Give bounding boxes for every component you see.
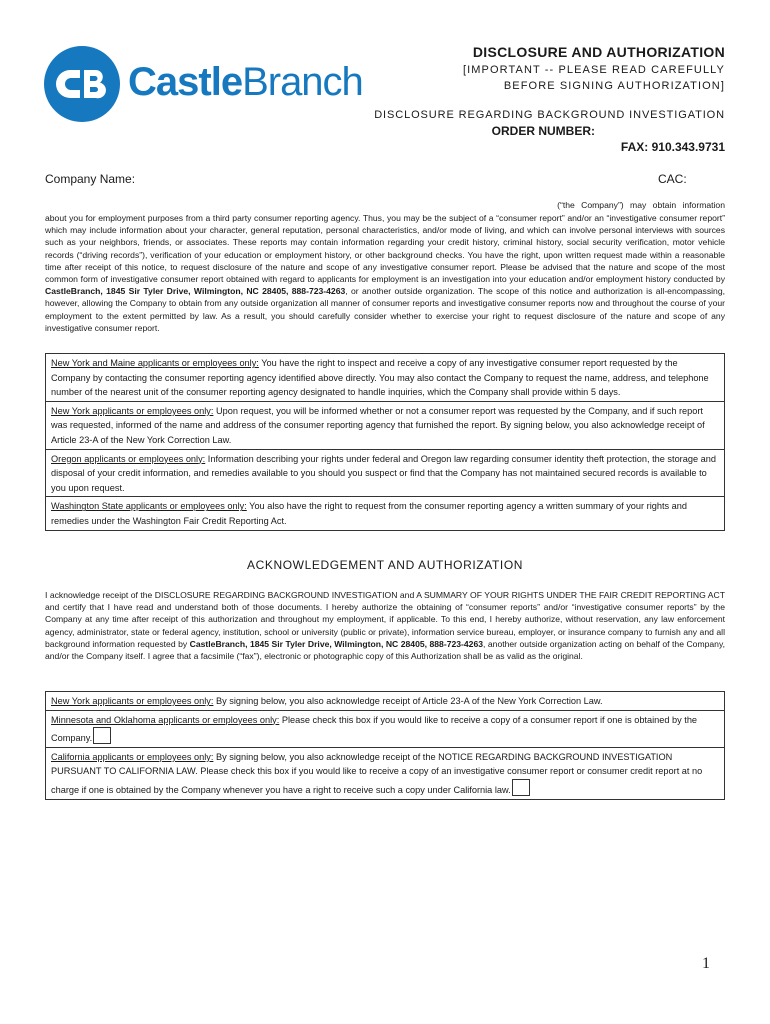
- disclosure-heading: DISCLOSURE REGARDING BACKGROUND INVESTIGATION: [374, 109, 725, 121]
- mn-ok-copy-checkbox[interactable]: [93, 727, 111, 744]
- page-number: 1: [702, 955, 710, 972]
- notice-washington: Washington State applicants or employees only: You also have the right to request from the consumer reporting agency a written summary of your rights and remedies under the Washington Fair Credit Reporting Act.: [51, 501, 687, 526]
- castlebranch-logo: [44, 44, 374, 124]
- important-line-2: BEFORE SIGNING AUTHORIZATION]: [503, 80, 725, 92]
- important-line-1: [IMPORTANT -- PLEASE READ CAREFULLY: [462, 64, 725, 76]
- state-notices-box: [45, 353, 725, 531]
- document-title: DISCLOSURE AND AUTHORIZATION: [472, 44, 725, 60]
- disclosure-intro-line: (“the Company”) may obtain information: [557, 200, 725, 210]
- notice-ny-maine: New York and Maine applicants or employees only: You have the right to inspect and receive a copy of any investigative consumer report requested by the Company by contacting the consumer reporting agency identified above directly. You may also contact the Company to request the name, address, and telephone number of the nearest unit of the consumer reporting agency designated to handle inquiries, which the Company shall provide within 5 days.: [46, 354, 724, 402]
- ack-agency-contact: CastleBranch, 1845 Sir Tyler Drive, Wilmington, NC 28405, 888-723-4263: [189, 638, 484, 649]
- ack-title: ACKNOWLEDGEMENT AND AUTHORIZATION: [246, 558, 524, 572]
- ack-notice-california: California applicants or employees only: By signing below, you also acknowledge receipt of the NOTICE REGARDING BACKGROUND INVESTIGATION PURSUANT TO CALIFORNIA LAW. Please check this box if you would like to receive a copy of an investigative consumer report or consumer credit report at no charge if one is obtained by the Company whenever you have a right to receive such a copy under California law.: [51, 751, 703, 795]
- fax-number: FAX: 910.343.9731: [620, 140, 725, 154]
- order-number-label: ORDER NUMBER:: [491, 124, 595, 138]
- california-copy-checkbox[interactable]: [512, 779, 530, 796]
- ack-paragraph: I acknowledge receipt of the DISCLOSURE REGARDING BACKGROUND INVESTIGATION and A SUMMARY OF YOUR RIGHTS UNDER THE FAIR CREDIT REPORTING ACT and certify that I have read and understand both of those documents. I hereby authorize the obtaining of “consumer reports” and/or “investigative consumer reports” by the Company at any time after receipt of this authorization and throughout my employment, if applicable. To this end, I hereby authorize, without reservation, any law enforcement agency, administrator, state or federal agency, institution, school or university (public or private), information service bureau, employer, or insurance company to furnish any and all background information requested by CastleBranch, 1845 Sir Tyler Drive, Wilmington, NC 28405, 888-723-4263, another outside organization acting on behalf of the Company, and/or the Company itself. I agree that a facsimile (“fax”), electronic or photographic copy of this Authorization shall be as valid as the original.: [45, 590, 725, 662]
- castlebranch-monogram-icon: [44, 46, 120, 122]
- ack-notice-ny: New York applicants or employees only: By signing below, you also acknowledge receipt of Article 23-A of the New York Correction Law.: [46, 692, 724, 711]
- company-name-label: Company Name:: [45, 172, 136, 186]
- ack-notices-box: [45, 691, 725, 800]
- important-notice: [425, 62, 725, 94]
- notice-ny: New York applicants or employees only: Upon request, you will be informed whether or not a consumer report was requested by the Company, and if such report was requested, informed of the name and address of the consumer reporting agency that furnished the report. By signing below, you also acknowledge receipt of Article 23-A of the New York Correction Law.: [46, 402, 724, 450]
- notice-oregon: Oregon applicants or employees only: Information describing your rights under federal and Oregon law regarding consumer identity theft protection, the storage and disposal of your credit information, and remedies available to you should you suspect or find that the Company has not maintained secured records is available to you upon request.: [46, 450, 724, 498]
- ack-notice-mn-ok: Minnesota and Oklahoma applicants or employees only: Please check this box if you would like to receive a copy of a consumer report if one is obtained by the Company.: [46, 711, 724, 748]
- agency-contact: CastleBranch, 1845 Sir Tyler Drive, Wilmington, NC 28405, 888-723-4263: [45, 286, 346, 297]
- logo-wordmark: CastleBranch: [128, 60, 363, 104]
- disclosure-paragraph: about you for employment purposes from a third party consumer reporting agency. Thus, you may be the subject of a “consumer report” and/or an “investigative consumer report” which may include information about your character, general reputation, personal characteristics, and/or mode of living, and which can involve personal interviews with sources such as your neighbors, friends, or associates. These reports may contain information regarding your credit history, criminal history, social security verification, motor vehicle records (“driving records”), verification of your education or employment history, or other background checks. You have the right, upon written request made within a reasonable time after receipt of this notice, to request disclosure of the nature and scope of any investigative consumer report. Please be advised that the nature and scope of the most common form of investigative consumer report obtained with regard to applicants for employment is an investigation into your education and/or employment history conducted by CastleBranch, 1845 Sir Tyler Drive, Wilmington, NC 28405, 888-723-4263, or another outside organization. The scope of this notice and authorization is all-encompassing, however, allowing the Company to obtain from any outside organization all manner of consumer reports and investigative consumer reports now and throughout the course of your employment to the extent permitted by law. As a result, you should carefully consider whether to exercise your right to request disclosure of the nature and scope of any investigative consumer report.: [45, 213, 725, 333]
- cac-label: CAC:: [658, 172, 687, 186]
